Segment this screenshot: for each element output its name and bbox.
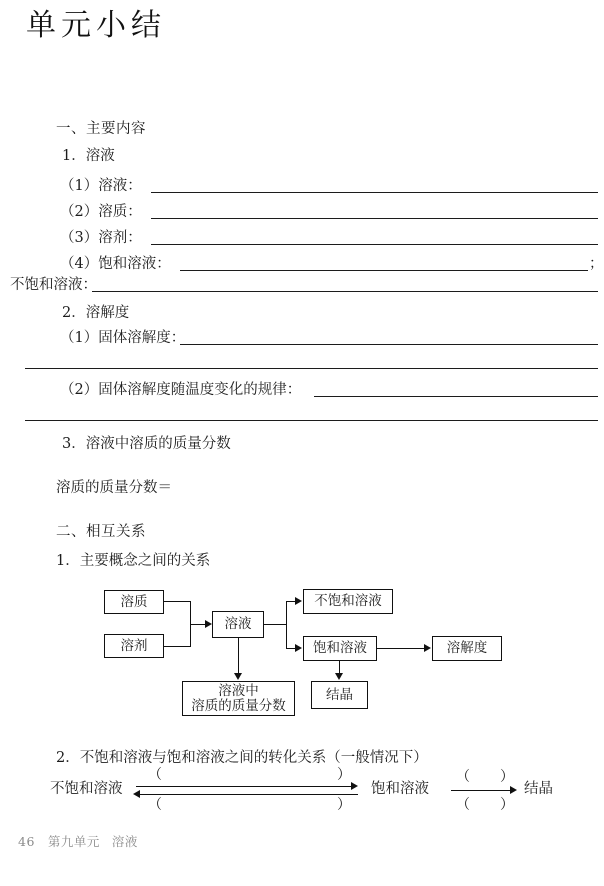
connector-solvent-horizontal [164,646,190,647]
conversion-left-top-paren-close: ） [337,767,351,783]
flowchart-box-mass-fraction-line2: 溶质的质量分数 [191,697,286,714]
arrow-into-mass-fraction-icon [234,673,242,680]
flowchart-box-crystallization [311,681,368,709]
blank-4-trailing-semicolon: ； [589,256,604,272]
blank-rule-1[interactable] [151,192,598,193]
flowchart-box-unsaturated [303,589,393,614]
conversion-right-bottom-paren-open: （ [456,797,470,813]
flowchart-box-unsaturated-label: 不饱和溶液 [314,593,382,609]
conversion-right-top-paren-close: ） [500,769,514,785]
flowchart-box-crystallization-label: 结晶 [326,686,353,703]
conversion-left-bottom-paren-open: （ [148,797,162,813]
conversion-arrow-reverse-head-icon [133,790,140,798]
conversion-label-crystallization: 结晶 [524,781,553,797]
arrow-into-saturated-icon [295,644,302,652]
flowchart-box-solution [212,611,264,638]
connector-solute-horizontal [164,601,190,602]
section-two-item-1-label: 1．主要概念之间的关系 [56,553,211,569]
solubility-label-2: （2）固体溶解度随温度变化的规律： [60,382,302,398]
flowchart-box-solubility-label: 溶解度 [446,640,488,656]
solubility-rule-1a[interactable] [180,344,598,345]
conversion-right-bottom-paren-close: ） [500,797,514,813]
connector-split-vertical [286,601,287,648]
arrow-into-crystallization-icon [335,673,343,680]
connector-solution-down [238,638,239,674]
arrow-into-solution-icon [205,620,212,628]
solubility-rule-2a[interactable] [314,396,598,397]
conversion-left-top-paren-open: （ [148,767,162,783]
flowchart-box-saturated [303,636,377,661]
blank-rule-2[interactable] [151,218,598,219]
arrow-into-solubility-icon [424,644,431,652]
solubility-rule-2b[interactable] [25,420,598,421]
connector-saturated-to-solubility [377,648,424,649]
conversion-label-saturated: 饱和溶液 [371,781,429,797]
mass-fraction-formula: 溶质的质量分数＝ [56,480,172,496]
flowchart-box-solvent [104,634,164,658]
conversion-arrow-crystallize-shaft [451,790,513,791]
blank-label-4: （4）饱和溶液： [60,256,171,272]
blank-label-1: （1）溶液： [60,178,142,194]
conversion-left-bottom-paren-close: ） [337,797,351,813]
section-one-heading: 一、主要内容 [56,121,146,137]
section-two-heading: 二、相互关系 [56,524,146,540]
item-1-label: 1．溶液 [62,148,115,164]
page-title: 单元小结 [26,8,166,43]
item-2-label: 2．溶解度 [62,305,130,321]
conversion-label-unsaturated: 不饱和溶液 [50,781,123,797]
flowchart-box-solute-label: 溶质 [120,593,148,610]
footer-unit: 第九单元 [47,834,100,849]
conversion-arrow-forward-head-icon [351,782,358,790]
blank-label-2: （2）溶质： [60,204,142,220]
flowchart-box-solute [104,590,164,614]
flowchart-box-solvent-label: 溶剂 [120,637,148,654]
connector-solution-right [264,624,286,625]
conversion-arrow-crystallize-head-icon [510,786,517,794]
flowchart-box-mass-fraction-line1: 溶液中 [218,682,259,699]
item-3-label: 3．溶液中溶质的质量分数 [62,436,231,452]
blank-label-3: （3）溶剂： [60,230,142,246]
footer-page-number: 46 [18,834,35,849]
solubility-rule-1b[interactable] [25,368,598,369]
conversion-right-top-paren-open: （ [456,769,470,785]
flowchart-box-mass-fraction [182,681,295,716]
arrow-into-unsaturated-icon [295,597,302,605]
page-footer [18,832,138,850]
section-two-item-2-label: 2．不饱和溶液与饱和溶液之间的转化关系（一般情况下） [56,750,428,766]
flowchart-box-solubility [432,636,502,661]
blank-rule-3[interactable] [151,244,598,245]
conversion-arrow-forward-shaft [136,786,354,787]
flowchart-box-solution-label: 溶液 [224,616,252,632]
solubility-label-1: （1）固体溶解度： [60,330,186,346]
flowchart-box-saturated-label: 饱和溶液 [313,640,367,656]
footer-topic: 溶液 [111,834,138,849]
conversion-arrow-reverse-shaft [140,794,358,795]
blank-rule-5[interactable] [92,291,598,292]
blank-label-5: 不饱和溶液： [10,277,97,293]
blank-rule-4[interactable] [180,270,588,271]
